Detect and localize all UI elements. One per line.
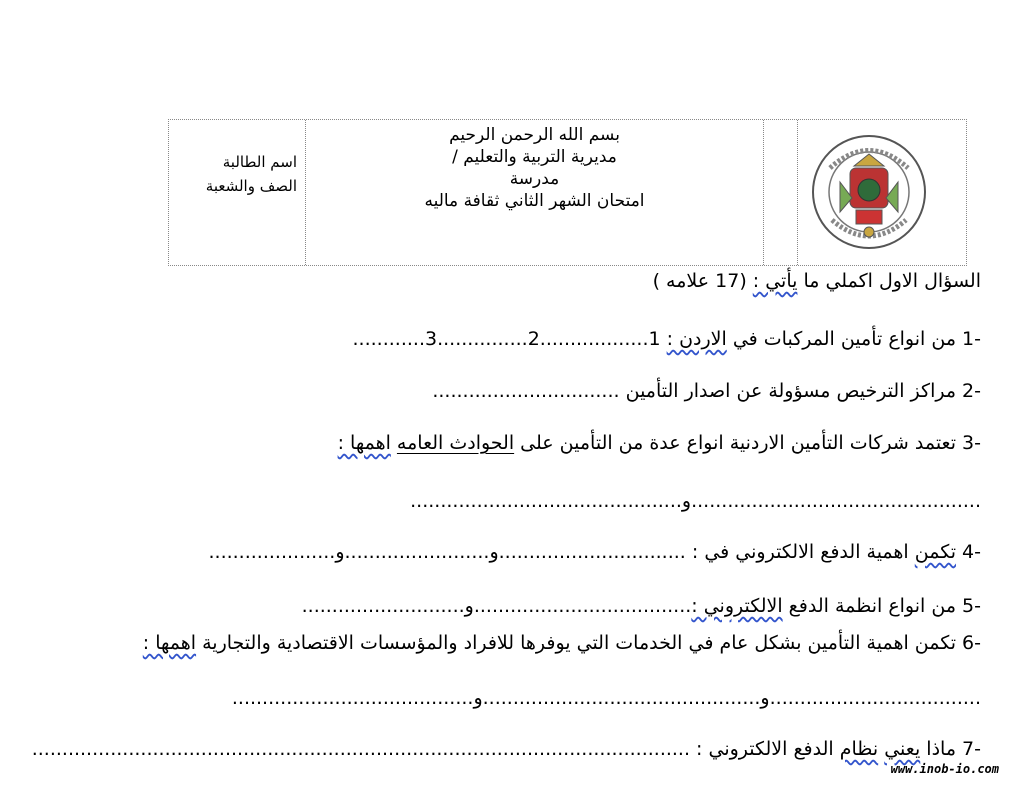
header-table xyxy=(168,119,967,266)
seal-cell xyxy=(797,120,967,265)
directorate: مديرية التربية والتعليم / xyxy=(452,147,617,167)
student-name-label: اسم الطالبة xyxy=(222,153,297,171)
exam-title: امتحان الشهر الثاني ثقافة ماليه xyxy=(424,191,645,211)
spacer-cell xyxy=(763,120,797,265)
question-7: -7 ماذا يعني نظام الدفع الالكتروني : ............................................................................................................. xyxy=(31,738,981,760)
question-4: -4 تكمن اهمية الدفع الالكتروني في : ...............................و........................و..................... xyxy=(208,541,981,563)
class-label: الصف والشعبة xyxy=(205,177,297,195)
question-5: -5 من انواع انظمة الدفع الالكتروني :....................................و........................... xyxy=(301,595,981,617)
question-6: -6 تكمن اهمية التأمين بشكل عام في الخدمات التي يوفرها للافراد والمؤسسات الاقتصادية والتجارية اهمها : xyxy=(142,632,981,654)
question-2: -2 مراكز الترخيص مسؤولة عن اصدار التأمين ............................... xyxy=(432,380,981,402)
ministry-seal-icon xyxy=(810,128,928,256)
question-1: -1 من انواع تأمين المركبات في الاردن : 1..................2...............3............ xyxy=(352,328,981,350)
question-3: -3 تعتمد شركات التأمين الاردنية انواع عدة من التأمين على الحوادث العامه اهمها : xyxy=(337,432,981,454)
footer-watermark: www.inob-io.com xyxy=(890,762,999,776)
school: مدرسة xyxy=(509,169,560,189)
question-6-blanks: ...................................و..............................................و........................................ xyxy=(231,687,981,709)
question-3-blanks: ................................................و............................................. xyxy=(410,490,981,512)
section-title: السؤال الاول اكملي ما يأتي : (17 علامه ) xyxy=(652,270,981,292)
student-info-cell xyxy=(169,120,305,265)
basmala: بسم الله الرحمن الرحيم xyxy=(449,125,620,145)
exam-header-cell xyxy=(305,120,763,265)
